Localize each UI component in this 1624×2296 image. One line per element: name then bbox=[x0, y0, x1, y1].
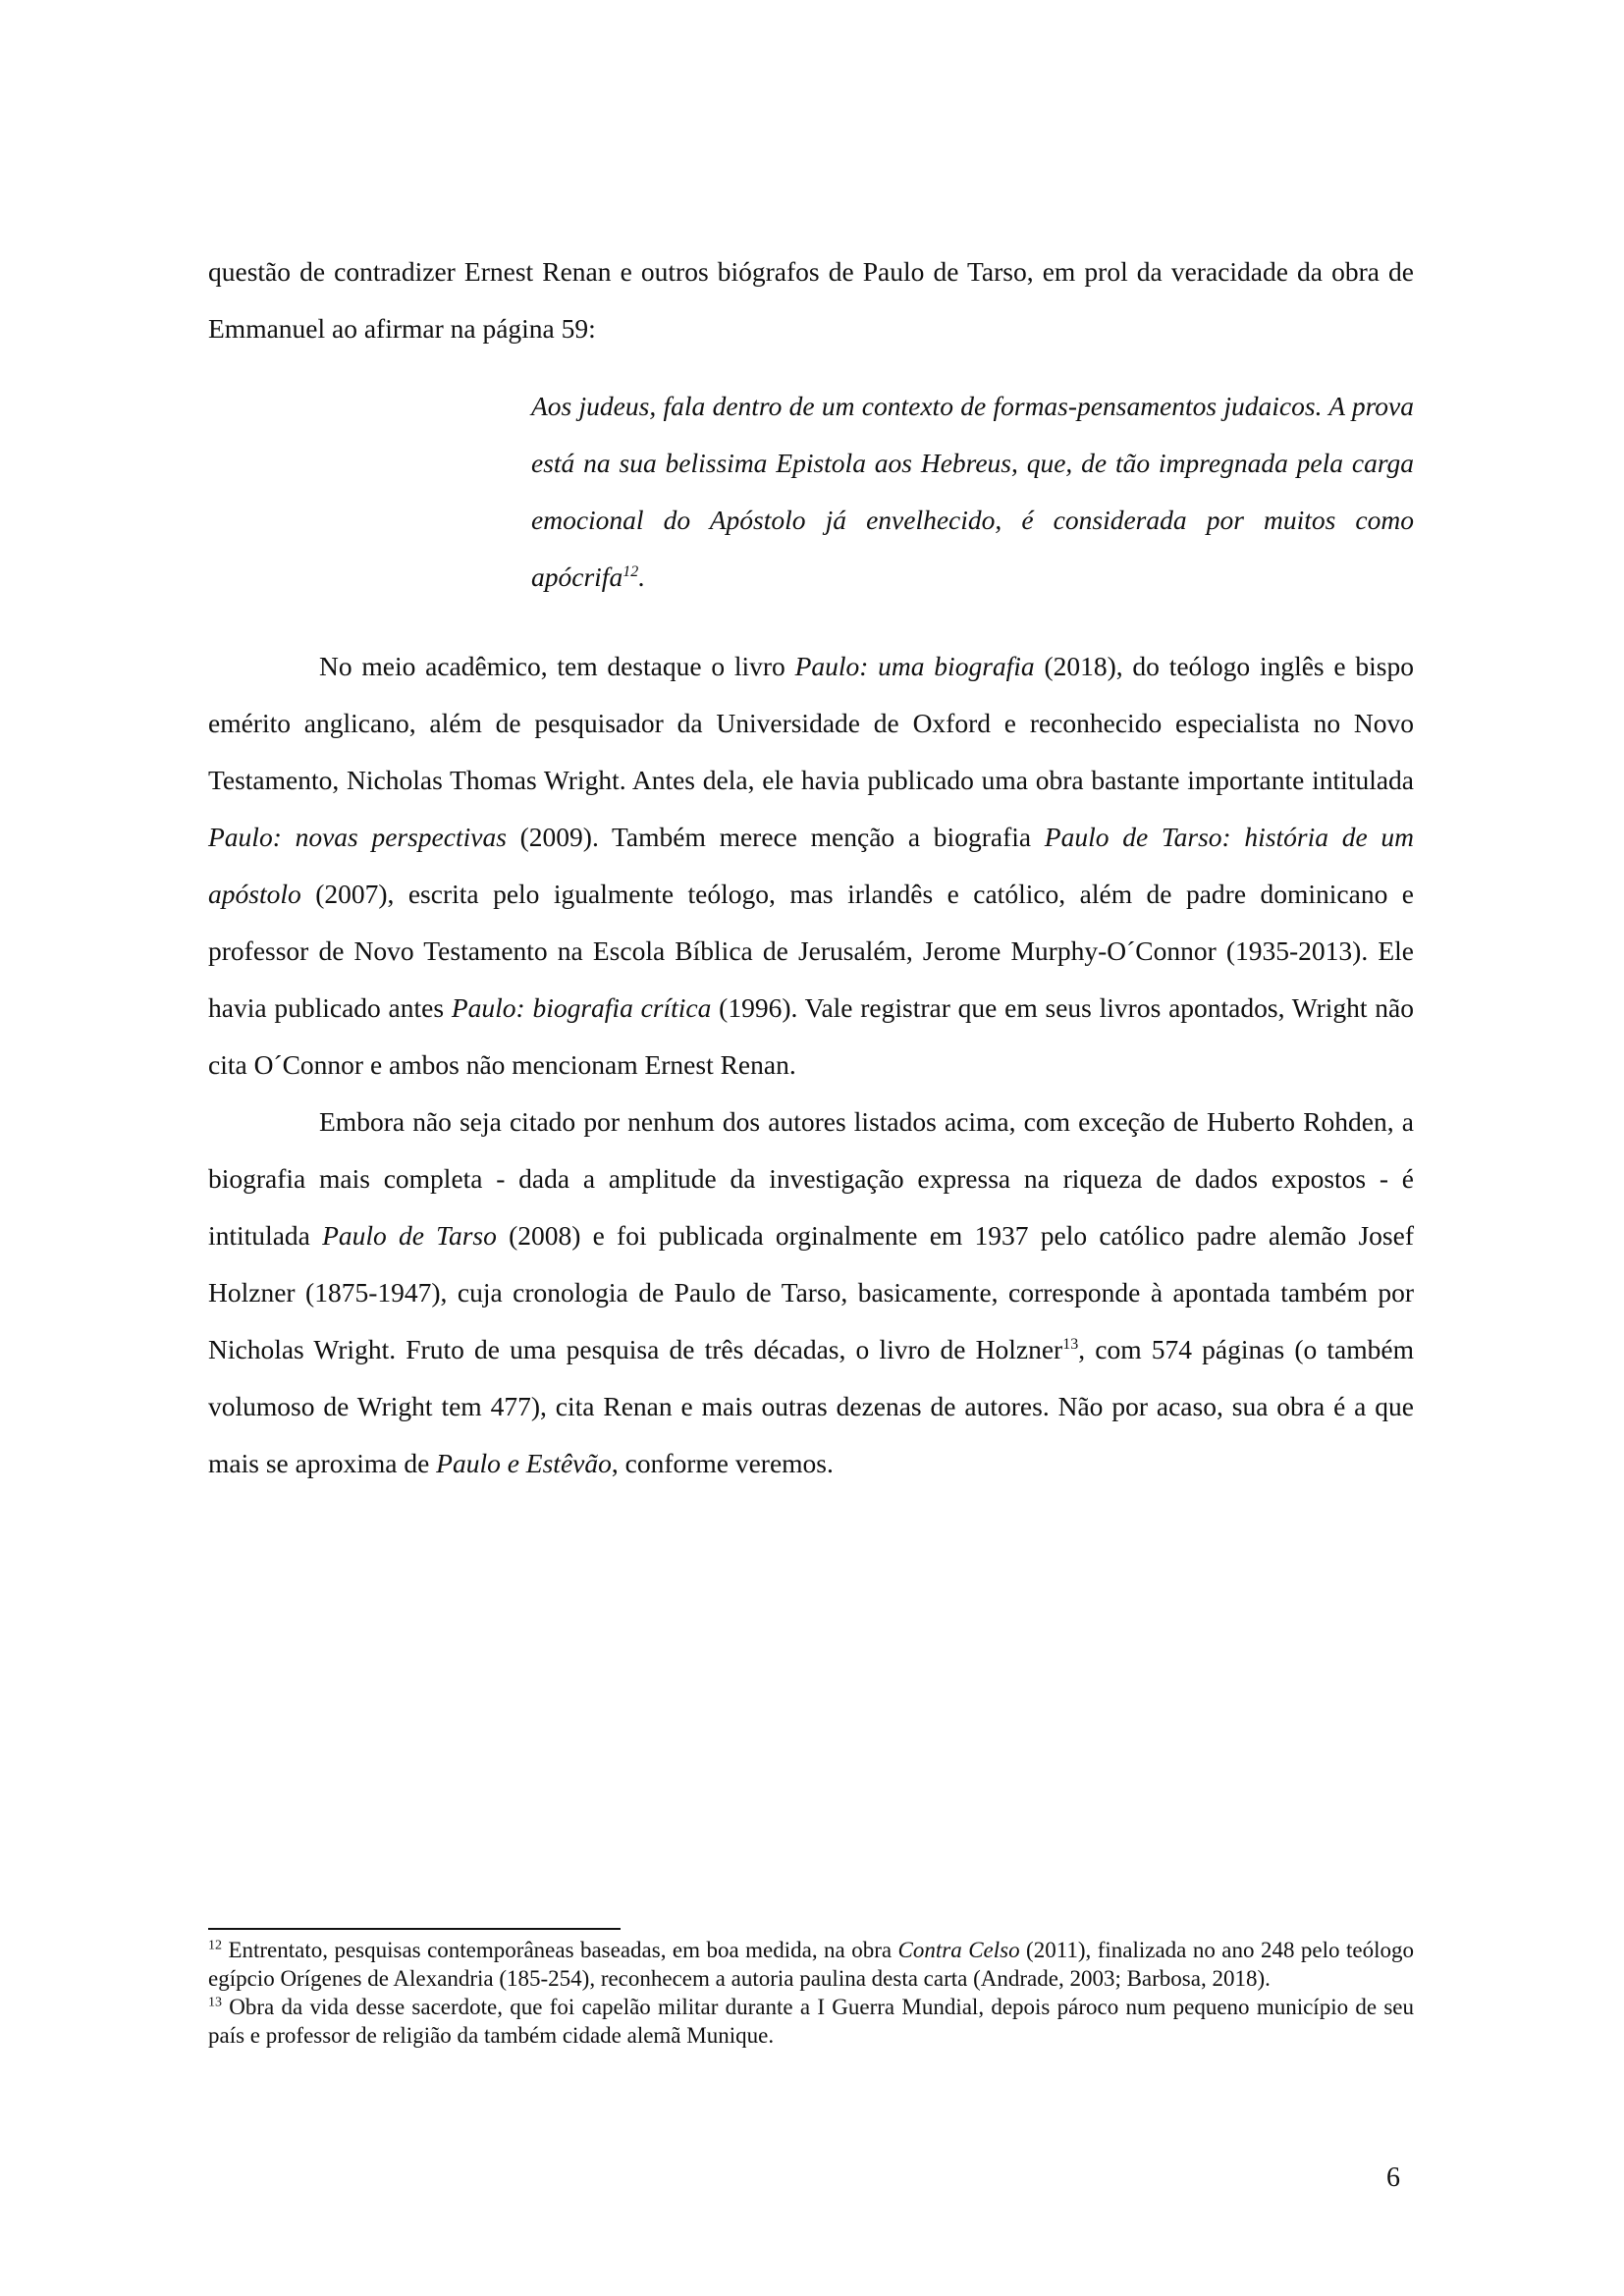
page-number: 6 bbox=[1386, 2163, 1400, 2193]
book-title: Paulo: biografia crítica bbox=[451, 992, 712, 1023]
block-quote bbox=[531, 378, 1414, 606]
footnote-ref-13[interactable]: 13 bbox=[1062, 1335, 1079, 1353]
paragraph-text: questão de contradizer Ernest Renan e outros biógrafos de Paulo de Tarso, em prol da veracidade da obra de Emmanuel ao afirmar na página 59: bbox=[208, 256, 1414, 344]
book-title: Paulo e Estêvão bbox=[436, 1448, 612, 1478]
footnote-text: (2011), finalizada no ano 248 pelo teólogo egípcio Orígenes de Alexandria (185-254), reconhecem a autoria paulina desta carta (Andrade, 2003; Barbosa, 2018). bbox=[208, 1938, 1414, 1991]
intro-paragraph bbox=[208, 243, 1414, 357]
quote-end: . bbox=[638, 561, 646, 592]
text-run: (2008) e foi publicada orginalmente em 1937 pelo católico padre alemão Josef Holzner (1875-1947), cuja cronologia de Paulo de Tarso, basicamente, corresponde à apontada também por Nicholas Wright. Fruto de uma pesquisa de três décadas, o livro de Holzner bbox=[208, 1220, 1414, 1364]
book-title: Contra Celso bbox=[897, 1938, 1020, 1962]
book-title: Paulo de Tarso bbox=[322, 1220, 497, 1251]
text-run: , conforme veremos. bbox=[611, 1448, 834, 1478]
footnote-number: 13 bbox=[208, 1995, 222, 2010]
footnotes bbox=[208, 1936, 1414, 2050]
text-run: No meio acadêmico, tem destaque o livro bbox=[319, 651, 795, 681]
footnote-13 bbox=[208, 1993, 1414, 2050]
footnote-text: Entrentato, pesquisas contemporâneas baseadas, em boa medida, na obra bbox=[222, 1938, 898, 1962]
footnote-ref-12[interactable]: 12 bbox=[623, 562, 639, 580]
paragraph-3 bbox=[208, 1094, 1414, 1492]
book-title: Paulo: uma biografia bbox=[794, 651, 1035, 681]
text-run: (2007), escrita pelo igualmente teólogo, mas irlandês e católico, além de padre dominicano e professor de Novo Testamento na Escola Bíblica de Jerusalém, Jerome Murphy-O´Connor (1935-2013). Ele havia publicado antes bbox=[208, 879, 1414, 1023]
footnote-number: 12 bbox=[208, 1938, 222, 1953]
text-run: (2009). Também merece menção a biografia bbox=[506, 822, 1045, 852]
text-run: , com 574 páginas (o também volumoso de Wright tem 477), cita Renan e mais outras dezenas de autores. Não por acaso, sua obra é a que mais se aproxima de bbox=[208, 1334, 1414, 1478]
paragraph-2 bbox=[208, 638, 1414, 1094]
book-title: Paulo de Tarso: história de um apóstolo bbox=[208, 822, 1415, 909]
book-title: Paulo: novas perspectivas bbox=[208, 822, 507, 852]
text-run: (1996). Vale registrar que em seus livros apontados, Wright não cita O´Connor e ambos não mencionam Ernest Renan. bbox=[208, 992, 1414, 1080]
text-run: (2018), do teólogo inglês e bispo emérito anglicano, além de pesquisador da Universidade de Oxford e reconhecido especialista no Novo Testamento, Nicholas Thomas Wright. Antes dela, ele havia publicado uma obra bastante importante intitulada bbox=[208, 651, 1414, 795]
main-body bbox=[208, 638, 1414, 1492]
footnote-text: Obra da vida desse sacerdote, que foi capelão militar durante a I Guerra Mundial, depois pároco num pequeno município de seu país e professor de religião da também cidade alemã Munique. bbox=[208, 1995, 1414, 2048]
text-run: Embora não seja citado por nenhum dos autores listados acima, com exceção de Huberto Rohden, a biografia mais completa - dada a amplitude da investigação expressa na riqueza de dados expostos - é intitulada bbox=[208, 1106, 1414, 1251]
footnote-12 bbox=[208, 1936, 1414, 1993]
footnote-separator bbox=[208, 1928, 621, 1930]
quote-text: Aos judeus, fala dentro de um contexto de formas-pensamentos judaicos. A prova está na sua belissima Epistola aos Hebreus, que, de tão impregnada pela carga emocional do Apóstolo já envelhecido, é considerada por muitos como apócrifa bbox=[531, 391, 1414, 592]
